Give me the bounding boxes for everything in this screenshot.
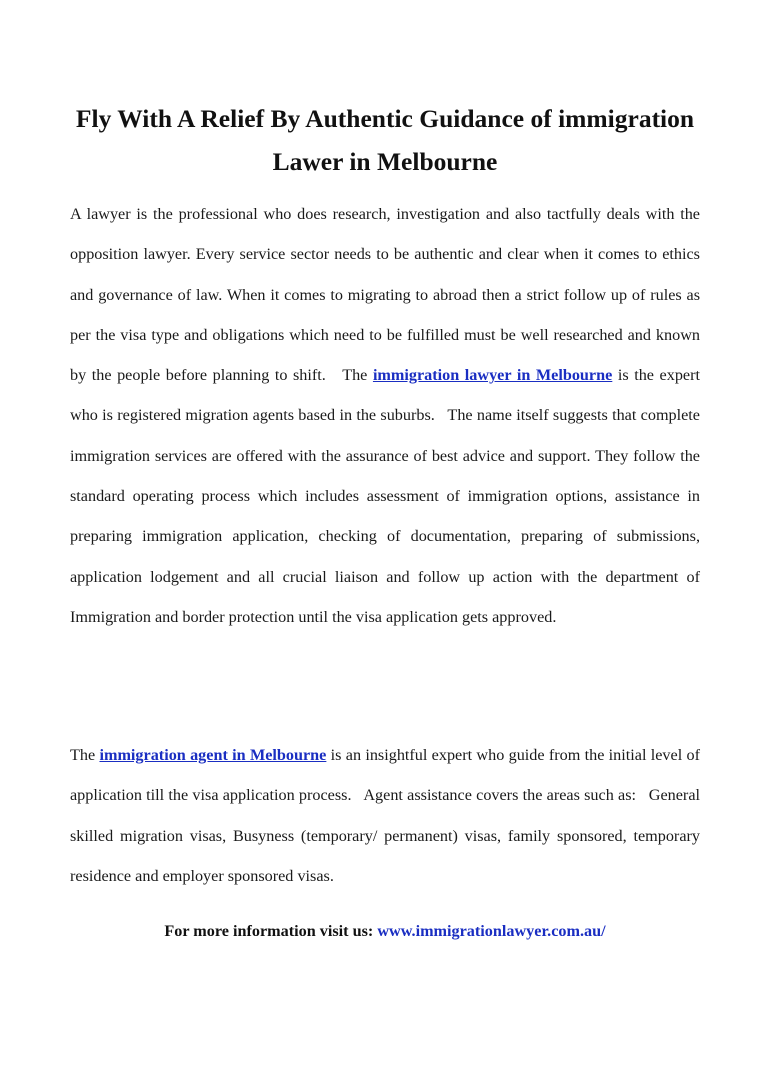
footer-label: For more information visit us: [164,922,378,940]
paragraph-agent-text-before: The [70,746,100,764]
footer-contact [60,916,710,946]
paragraph-agent [70,735,700,896]
paragraph-intro-text-after: is the expert who is registered migration agents based in the suburbs. The name itself suggests that complete immigration services are offered with the assurance of best advice and support. They follow the standard operating process which includes assessment of immigration options, assistance in preparing immigration application, checking of documentation, preparing of submissions, application lodgement and all crucial liaison and follow up action with the department of Immigration and border protection until the visa application gets approved. [70,366,700,626]
paragraph-intro-text-before: A lawyer is the professional who does research, investigation and also tactfully deals with the opposition lawyer. Every service sector needs to be authentic and clear when it comes to ethics and governance of law. When it comes to migrating to abroad then a strict follow up of rules as per the visa type and obligations which need to be fulfilled must be well researched and known by the people before planning to shift. The [70,205,700,385]
paragraph-agent-text-after: is an insightful expert who guide from the initial level of application till the visa application process. Agent assistance covers the areas such as: General skilled migration visas, Busyness (temporary/ permanent) visas, family sponsored, temporary residence and employer sponsored visas. [70,746,700,885]
website-link[interactable]: www.immigrationlawyer.com.au/ [377,922,606,940]
document-title: Fly With A Relief By Authentic Guidance of immigration Lawer in Melbourne [75,104,695,176]
immigration-lawyer-link[interactable]: immigration lawyer in Melbourne [372,366,613,385]
paragraph-intro [70,194,700,637]
immigration-agent-link[interactable]: immigration agent in Melbourne [99,746,327,764]
